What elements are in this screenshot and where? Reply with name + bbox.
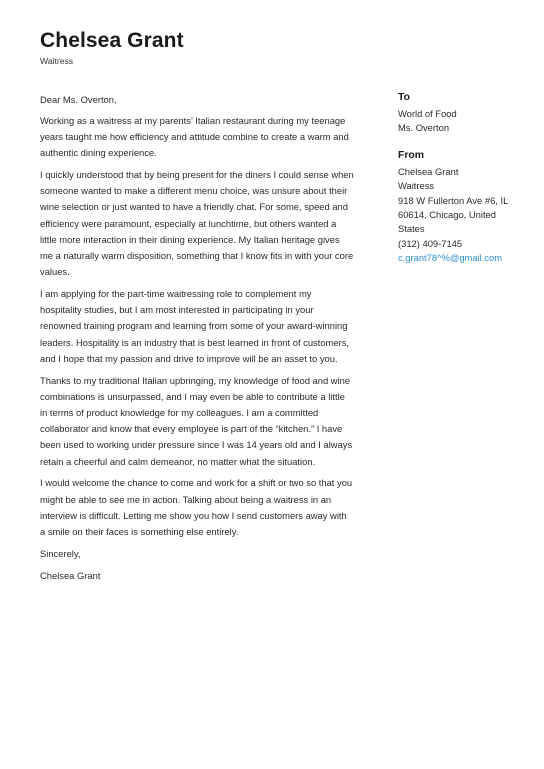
- letter-paragraph: I would welcome the chance to come and work for a shift or two so that you might be able to see me in action. Talking about being a waitress in an interview is difficult. Letting me show you how I send customers away with a smile on their faces is something else entirely.: [40, 477, 353, 538]
- recipient-name: Ms. Overton: [398, 122, 450, 134]
- to-heading: To: [398, 92, 410, 103]
- sender-phone: (312) 409-7145: [398, 237, 463, 249]
- letter-body: [40, 92, 354, 589]
- letter-header: [40, 28, 184, 67]
- sender-address: 918 W Fullerton Ave #6, IL 60614, Chicago, United States: [398, 194, 508, 235]
- salutation: Dear Ms. Overton,: [40, 94, 117, 105]
- closing: Sincerely,: [40, 547, 81, 559]
- signature: Chelsea Grant: [40, 569, 101, 581]
- sender-role: Waitress: [398, 180, 435, 192]
- letter-paragraph: Working as a waitress at my parents’ Italian restaurant during my teenage years taught me how efficiency and attitude combine to create a warm and authentic dining experience.: [40, 114, 349, 159]
- contact-sidebar: [398, 90, 514, 278]
- from-heading: From: [398, 149, 424, 161]
- applicant-role: Waitress: [40, 56, 74, 66]
- applicant-name: Chelsea Grant: [40, 29, 184, 52]
- sender-block: [398, 148, 514, 266]
- letter-paragraph: I am applying for the part-time waitressing role to complement my hospitality studies, but I am most interested in participating in your renowned training program and learning from some of your award-winning leaders. Hospitality is an industry that is best learned in front of customers, and I hope that my passion and drive to improve will be an asset to you.: [40, 288, 349, 364]
- letter-paragraph: I quickly understood that by being present for the diners I could sense when someone wanted to make a different menu choice, was unsure about their wine selection or just wanted to have a friendly chat. For some, speed and efficiency were paramount, especially at lunchtime, but others wanted a little more interaction in their dining experience. My Italian heritage gives me a naturally warm disposition, something that I know fits in with your core values.: [40, 169, 354, 278]
- recipient-block: [398, 90, 514, 136]
- recipient-company: World of Food: [398, 108, 457, 119]
- letter-paragraph: Thanks to my traditional Italian upbringing, my knowledge of food and wine combinations is unsurpassed, and I may even be able to contribute a little in terms of product knowledge for my colleagues. I am a committed collaborator and know that every employee is part of the “kitchen.” I have been used to working under pressure since I was 14 years old and I always retain a cheerful and calm demeanor, no matter what the situation.: [40, 374, 353, 467]
- sender-email-link[interactable]: c.grant78^%@gmail.com: [398, 252, 503, 264]
- sender-name: Chelsea Grant: [398, 165, 459, 177]
